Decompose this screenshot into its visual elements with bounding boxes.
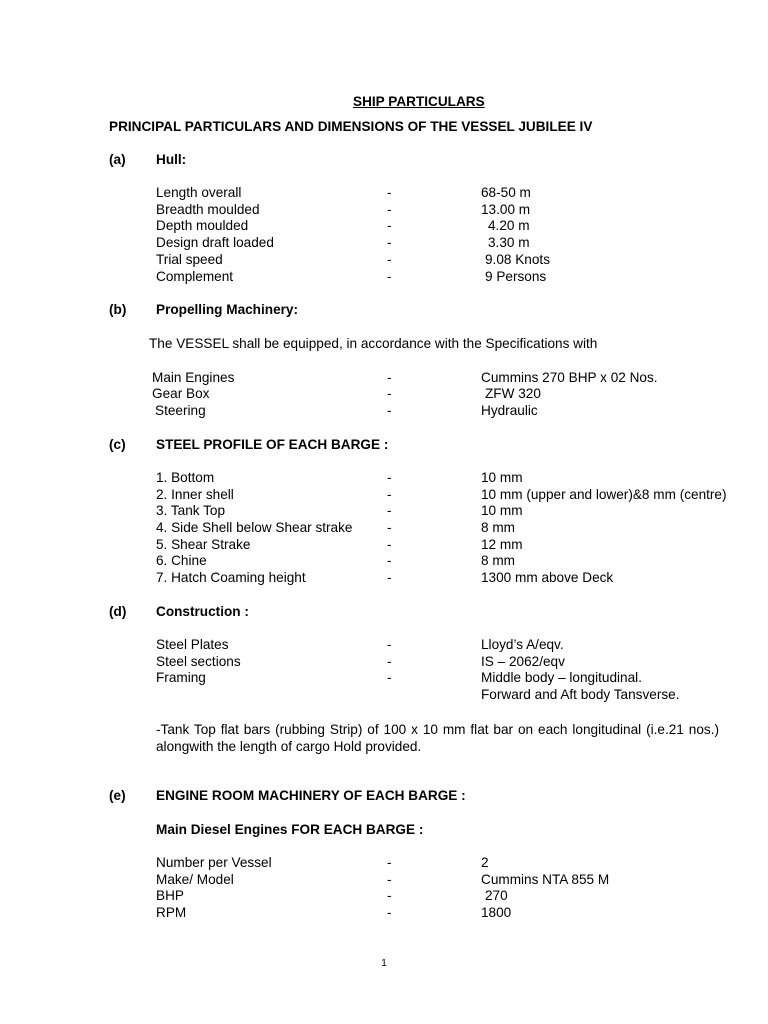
row-label: Framing [156,670,206,685]
row-value: 10 mm [481,503,523,518]
row-value: 3.30 m [488,235,530,250]
section-b-marker: (b) [109,302,127,317]
row-value: Middle body – longitudinal. [481,670,642,685]
document-subtitle: PRINCIPAL PARTICULARS AND DIMENSIONS OF THE VESSEL JUBILEE IV [109,119,593,134]
row-value: Cummins 270 BHP x 02 Nos. [481,370,658,385]
row-label: BHP [156,888,184,903]
row-dash: - [387,370,392,385]
row-label: Steel Plates [156,637,229,652]
row-dash: - [387,487,392,502]
row-dash: - [387,235,392,250]
row-dash: - [387,637,392,652]
section-c-heading: STEEL PROFILE OF EACH BARGE : [156,437,389,452]
section-e-marker: (e) [109,788,126,803]
row-dash: - [387,872,392,887]
page-number: 1 [381,958,387,969]
row-dash: - [387,905,392,920]
row-value: 2 [481,855,489,870]
row-label: 5. Shear Strake [156,537,251,552]
row-dash: - [387,403,392,418]
row-dash: - [387,218,392,233]
row-label: 2. Inner shell [156,487,234,502]
section-e-heading: ENGINE ROOM MACHINERY OF EACH BARGE : [156,788,466,803]
row-value: ZFW 320 [485,386,541,401]
row-label: RPM [156,905,187,920]
section-a-heading: Hull: [156,152,187,167]
row-label: Gear Box [152,386,210,401]
section-e-subheading: Main Diesel Engines FOR EACH BARGE : [156,822,424,837]
document-title: SHIP PARTICULARS [353,94,485,109]
row-label: Steering [155,403,206,418]
row-label: Design draft loaded [156,235,274,250]
row-label: Main Engines [152,370,235,385]
row-label: Complement [156,269,234,284]
row-dash: - [387,269,392,284]
row-label: 4. Side Shell below Shear strake [156,520,353,535]
row-dash: - [387,202,392,217]
row-value: 13.00 m [481,202,531,217]
row-value: 4.20 m [488,218,530,233]
row-label: Steel sections [156,654,241,669]
row-label: 6. Chine [156,553,207,568]
row-value: 12 mm [481,537,523,552]
row-label: Depth moulded [156,218,249,233]
row-label: Trial speed [156,252,223,267]
row-label: Number per Vessel [156,855,272,870]
row-value: 9.08 Knots [485,252,550,267]
section-d-marker: (d) [109,604,127,619]
section-b-heading: Propelling Machinery: [156,302,299,317]
section-c-marker: (c) [109,437,126,452]
row-dash: - [387,470,392,485]
row-value: 10 mm [481,470,523,485]
row-dash: - [387,537,392,552]
section-b-intro: The VESSEL shall be equipped, in accordance with the Specifications with [149,336,598,351]
row-value: 10 mm (upper and lower)&8 mm (centre) [481,487,727,502]
row-label: 3. Tank Top [156,503,226,518]
row-label: Breadth moulded [156,202,260,217]
row-value: 68-50 m [481,185,531,200]
row-dash: - [387,252,392,267]
row-label: Length overall [156,185,242,200]
row-dash: - [387,570,392,585]
row-dash: - [387,185,392,200]
row-value: 8 mm [481,520,515,535]
row-dash: - [387,520,392,535]
section-a-marker: (a) [109,152,126,167]
row-label: 1. Bottom [156,470,215,485]
row-value: 270 [485,888,508,903]
section-d-heading: Construction : [156,604,249,619]
row-dash: - [387,654,392,669]
row-dash: - [387,553,392,568]
row-value: 1800 [481,905,512,920]
row-dash: - [387,888,392,903]
row-value: 1300 mm above Deck [481,570,614,585]
construction-note: -Tank Top flat bars (rubbing Strip) of 100 x 10 mm flat bar on each longitudinal (i.e.21 nos.) alongwith the length of cargo Hold provided. [156,722,719,754]
row-label: Make/ Model [156,872,234,887]
row-dash: - [387,670,392,685]
row-value: 9 Persons [485,269,547,284]
row-dash: - [387,386,392,401]
row-value-continued: Forward and Aft body Tansverse. [481,687,680,702]
row-value: IS – 2062/eqv [481,654,565,669]
row-value: Lloyd’s A/eqv. [481,637,564,652]
row-dash: - [387,855,392,870]
row-dash: - [387,503,392,518]
row-value: Cummins NTA 855 M [481,872,610,887]
row-value: Hydraulic [481,403,538,418]
row-value: 8 mm [481,553,515,568]
row-label: 7. Hatch Coaming height [156,570,306,585]
